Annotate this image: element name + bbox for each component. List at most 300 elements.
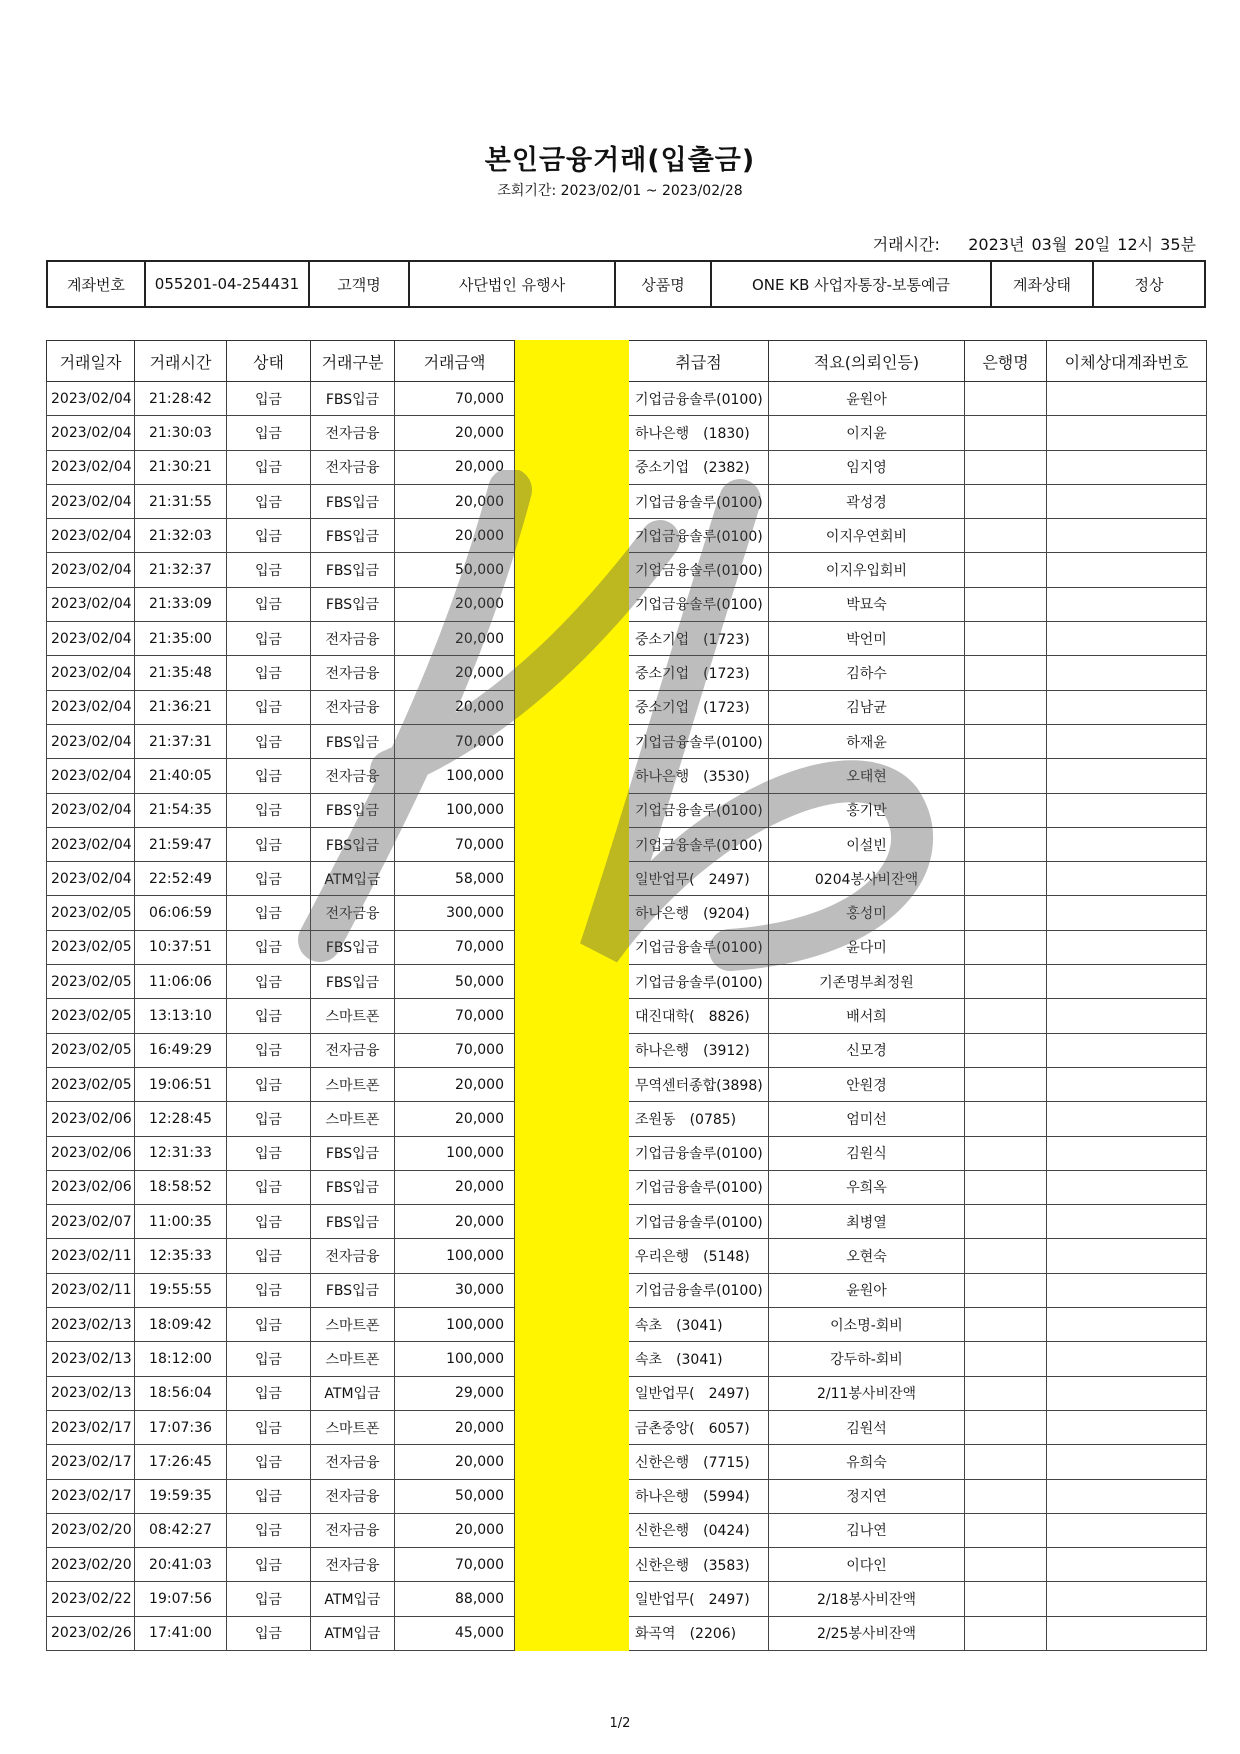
cell-memo: 김나연 [769,1513,965,1547]
redacted-cell [515,827,629,861]
cell-time: 21:30:03 [135,416,227,450]
cell-type: FBS입금 [311,519,395,553]
redacted-cell [515,1445,629,1479]
cell-bank [965,416,1047,450]
cell-branch [629,930,769,964]
cell-memo: 이지윤 [769,416,965,450]
cell-amount: 20,000 [395,416,515,450]
branch-code: (1723) [703,666,750,683]
branch-name: 일반업무( [635,871,695,888]
cell-memo: 2/25봉사비잔액 [769,1616,965,1650]
cell-time: 22:52:49 [135,862,227,896]
cell-branch [629,1582,769,1616]
branch-name: 기업금융솔루(0100) [635,1180,763,1197]
cell-branch [629,519,769,553]
cell-memo: 안원경 [769,1067,965,1101]
cell-type: 전자금융 [311,1445,395,1479]
cell-memo: 김원석 [769,1410,965,1444]
table-row [47,930,1207,964]
cell-type: 전자금융 [311,1239,395,1273]
cell-state: 입금 [227,450,311,484]
branch-code: (3041) [676,1351,723,1368]
cell-time: 17:07:36 [135,1410,227,1444]
query-period: 조회기간: 2023/02/01 ~ 2023/02/28 [497,183,743,199]
transaction-rows [47,382,1207,1651]
cell-date: 2023/02/04 [47,690,135,724]
redacted-cell [515,1582,629,1616]
cell-branch [629,1342,769,1376]
cell-counter-account [1047,724,1207,758]
branch-name: 기업금융솔루(0100) [635,803,763,820]
branch-name: 중소기업 [635,631,690,648]
col-counter-account: 이체상대계좌번호 [1047,341,1207,382]
cell-counter-account [1047,1582,1207,1616]
cell-memo: 2/18봉사비잔액 [769,1582,965,1616]
cell-state: 입금 [227,1273,311,1307]
cell-counter-account [1047,1616,1207,1650]
cell-state: 입금 [227,1582,311,1616]
cell-memo: 신모경 [769,1033,965,1067]
cell-memo: 하재윤 [769,724,965,758]
cell-counter-account [1047,896,1207,930]
cell-type: FBS입금 [311,1205,395,1239]
cell-bank [965,1136,1047,1170]
redacted-cell [515,965,629,999]
transaction-time-value: 2023년 03월 20일 12시 35분 [968,235,1196,254]
cell-type: FBS입금 [311,1136,395,1170]
cell-bank [965,1033,1047,1067]
branch-name: 기업금융솔루(0100) [635,563,763,580]
cell-bank [965,999,1047,1033]
branch-name: 기업금융솔루(0100) [635,734,763,751]
cell-time: 06:06:59 [135,896,227,930]
cell-state: 입금 [227,1342,311,1376]
cell-type: FBS입금 [311,793,395,827]
redacted-cell [515,450,629,484]
transaction-time-label: 거래시간: [872,235,940,254]
table-row [47,1410,1207,1444]
cell-date: 2023/02/22 [47,1582,135,1616]
col-branch: 취급점 [629,341,769,382]
cell-type: ATM입금 [311,1616,395,1650]
cell-state: 입금 [227,1410,311,1444]
cell-type: FBS입금 [311,930,395,964]
redacted-cell [515,1170,629,1204]
cell-amount: 29,000 [395,1376,515,1410]
cell-branch [629,622,769,656]
cell-amount: 20,000 [395,1445,515,1479]
cell-time: 11:00:35 [135,1205,227,1239]
cell-date: 2023/02/17 [47,1479,135,1513]
cell-date: 2023/02/06 [47,1170,135,1204]
cell-date: 2023/02/05 [47,896,135,930]
cell-state: 입금 [227,484,311,518]
table-row [47,1582,1207,1616]
cell-counter-account [1047,1205,1207,1239]
cell-date: 2023/02/04 [47,416,135,450]
table-row [47,1067,1207,1101]
cell-branch [629,1102,769,1136]
cell-branch [629,1205,769,1239]
cell-counter-account [1047,1273,1207,1307]
branch-name: 중소기업 [635,700,690,717]
branch-name: 기업금융솔루(0100) [635,528,763,545]
cell-state: 입금 [227,622,311,656]
table-row [47,553,1207,587]
redacted-cell [515,519,629,553]
table-row [47,1273,1207,1307]
cell-type: FBS입금 [311,724,395,758]
cell-amount: 20,000 [395,450,515,484]
table-row [47,793,1207,827]
cell-amount: 20,000 [395,690,515,724]
col-state: 상태 [227,341,311,382]
cell-state: 입금 [227,1033,311,1067]
branch-name: 하나은행 [635,906,690,923]
redacted-cell [515,587,629,621]
branch-name: 기업금융솔루(0100) [635,974,763,991]
table-row [47,724,1207,758]
cell-type: 전자금융 [311,896,395,930]
cell-branch [629,382,769,416]
branch-name: 화곡역 [635,1626,676,1643]
cell-type: 전자금융 [311,1548,395,1582]
redacted-cell [515,1548,629,1582]
branch-code: 8826) [708,1008,750,1025]
branch-name: 기업금융솔루(0100) [635,1283,763,1300]
redacted-cell [515,1616,629,1650]
col-amount: 거래금액 [395,341,515,382]
cell-date: 2023/02/04 [47,587,135,621]
cell-amount: 300,000 [395,896,515,930]
branch-name: 기업금융솔루(0100) [635,494,763,511]
branch-code: (0785) [689,1111,737,1128]
cell-counter-account [1047,450,1207,484]
cell-bank [965,930,1047,964]
cell-type: FBS입금 [311,587,395,621]
cell-state: 입금 [227,759,311,793]
cell-bank [965,1479,1047,1513]
cell-counter-account [1047,1102,1207,1136]
cell-type: FBS입금 [311,1273,395,1307]
transaction-table [46,340,1207,1651]
cell-type: 전자금융 [311,1033,395,1067]
account-number: 055201-04-254431 [145,261,309,307]
cell-amount: 20,000 [395,519,515,553]
branch-code: (3041) [676,1317,723,1334]
cell-type: 전자금융 [311,759,395,793]
cell-amount: 20,000 [395,622,515,656]
table-header-row [47,341,1207,382]
col-time: 거래시간 [135,341,227,382]
cell-bank [965,1513,1047,1547]
cell-bank [965,1445,1047,1479]
branch-name: 기업금융솔루(0100) [635,940,763,957]
cell-counter-account [1047,793,1207,827]
branch-name: 하나은행 [635,425,690,442]
cell-branch [629,862,769,896]
cell-time: 12:28:45 [135,1102,227,1136]
cell-bank [965,519,1047,553]
redacted-cell [515,553,629,587]
customer-name: 사단법인 유행사 [409,261,615,307]
cell-type: ATM입금 [311,1582,395,1616]
cell-time: 21:31:55 [135,484,227,518]
cell-counter-account [1047,1308,1207,1342]
cell-memo: 이설빈 [769,827,965,861]
branch-name: 일반업무( [635,1592,695,1609]
table-row [47,759,1207,793]
table-row [47,690,1207,724]
cell-bank [965,793,1047,827]
col-memo: 적요(의뢰인등) [769,341,965,382]
redacted-cell [515,656,629,690]
cell-amount: 70,000 [395,827,515,861]
cell-bank [965,1376,1047,1410]
table-row [47,1445,1207,1479]
cell-state: 입금 [227,793,311,827]
cell-date: 2023/02/04 [47,450,135,484]
cell-date: 2023/02/20 [47,1513,135,1547]
cell-memo: 윤다미 [769,930,965,964]
cell-type: FBS입금 [311,484,395,518]
branch-code: (5148) [703,1249,750,1266]
branch-code: (7715) [703,1454,750,1471]
branch-code: (3530) [703,768,750,785]
redacted-cell [515,1273,629,1307]
cell-type: FBS입금 [311,553,395,587]
cell-memo: 이지우입회비 [769,553,965,587]
cell-type: ATM입금 [311,862,395,896]
cell-memo: 홍성미 [769,896,965,930]
redacted-cell [515,484,629,518]
branch-name: 기업금융솔루(0100) [635,837,763,854]
cell-date: 2023/02/20 [47,1548,135,1582]
cell-time: 21:59:47 [135,827,227,861]
cell-amount: 70,000 [395,724,515,758]
cell-bank [965,690,1047,724]
cell-bank [965,965,1047,999]
cell-memo: 최병열 [769,1205,965,1239]
cell-memo: 0204봉사비잔액 [769,862,965,896]
cell-bank [965,1239,1047,1273]
cell-state: 입금 [227,587,311,621]
cell-state: 입금 [227,1239,311,1273]
cell-date: 2023/02/13 [47,1376,135,1410]
redacted-cell [515,1308,629,1342]
cell-counter-account [1047,416,1207,450]
cell-amount: 58,000 [395,862,515,896]
table-row [47,827,1207,861]
cell-branch [629,587,769,621]
cell-state: 입금 [227,965,311,999]
redacted-cell [515,1513,629,1547]
branch-name: 조원동 [635,1111,676,1128]
cell-amount: 20,000 [395,484,515,518]
cell-memo: 박언미 [769,622,965,656]
cell-memo: 기존명부최정원 [769,965,965,999]
cell-date: 2023/02/05 [47,965,135,999]
redacted-cell [515,896,629,930]
cell-bank [965,759,1047,793]
branch-name: 하나은행 [635,768,690,785]
table-row [47,1513,1207,1547]
cell-memo: 이다인 [769,1548,965,1582]
page-number: 1/2 [609,1716,631,1731]
cell-branch [629,1616,769,1650]
cell-branch [629,896,769,930]
cell-bank [965,724,1047,758]
cell-amount: 70,000 [395,930,515,964]
cell-bank [965,622,1047,656]
cell-counter-account [1047,553,1207,587]
cell-branch [629,999,769,1033]
cell-time: 16:49:29 [135,1033,227,1067]
cell-time: 11:06:06 [135,965,227,999]
table-row [47,1239,1207,1273]
table-row [47,1102,1207,1136]
cell-branch [629,1136,769,1170]
cell-counter-account [1047,930,1207,964]
cell-amount: 70,000 [395,1548,515,1582]
cell-branch [629,1479,769,1513]
branch-code: (2206) [689,1626,737,1643]
cell-date: 2023/02/04 [47,862,135,896]
cell-counter-account [1047,1239,1207,1273]
cell-bank [965,553,1047,587]
cell-counter-account [1047,999,1207,1033]
cell-date: 2023/02/11 [47,1239,135,1273]
cell-time: 21:37:31 [135,724,227,758]
table-row [47,1308,1207,1342]
redacted-cell [515,862,629,896]
cell-type: FBS입금 [311,382,395,416]
branch-code: (3583) [703,1557,750,1574]
document-title: 본인금융거래(입출금) [484,145,756,176]
transaction-time [873,232,1196,255]
cell-time: 17:26:45 [135,1445,227,1479]
cell-state: 입금 [227,999,311,1033]
cell-counter-account [1047,965,1207,999]
cell-date: 2023/02/06 [47,1136,135,1170]
table-row [47,450,1207,484]
redacted-cell [515,1205,629,1239]
cell-counter-account [1047,382,1207,416]
account-number-label: 계좌번호 [47,261,145,307]
cell-time: 12:35:33 [135,1239,227,1273]
branch-code: (1723) [703,700,750,717]
cell-state: 입금 [227,1308,311,1342]
cell-state: 입금 [227,1136,311,1170]
cell-date: 2023/02/05 [47,1067,135,1101]
cell-amount: 30,000 [395,1273,515,1307]
account-status-label: 계좌상태 [991,261,1093,307]
cell-time: 19:06:51 [135,1067,227,1101]
cell-branch [629,1308,769,1342]
cell-branch [629,656,769,690]
cell-counter-account [1047,862,1207,896]
cell-memo: 이지우연회비 [769,519,965,553]
cell-bank [965,1548,1047,1582]
cell-counter-account [1047,1342,1207,1376]
table-row [47,1342,1207,1376]
cell-date: 2023/02/26 [47,1616,135,1650]
cell-state: 입금 [227,930,311,964]
col-type: 거래구분 [311,341,395,382]
table-row [47,1170,1207,1204]
cell-memo: 김남균 [769,690,965,724]
branch-code: (0424) [703,1523,750,1540]
cell-counter-account [1047,1445,1207,1479]
cell-state: 입금 [227,1513,311,1547]
cell-amount: 100,000 [395,1342,515,1376]
cell-amount: 20,000 [395,1205,515,1239]
cell-branch [629,1513,769,1547]
cell-amount: 20,000 [395,1102,515,1136]
cell-branch [629,724,769,758]
cell-branch [629,1445,769,1479]
branch-name: 우리은행 [635,1249,690,1266]
cell-memo: 유희숙 [769,1445,965,1479]
cell-bank [965,1582,1047,1616]
redacted-cell [515,622,629,656]
cell-type: FBS입금 [311,965,395,999]
cell-amount: 20,000 [395,1170,515,1204]
cell-date: 2023/02/11 [47,1273,135,1307]
cell-memo: 오태현 [769,759,965,793]
table-row [47,382,1207,416]
table-row [47,1479,1207,1513]
redacted-cell [515,1410,629,1444]
cell-type: FBS입금 [311,827,395,861]
cell-amount: 50,000 [395,1479,515,1513]
cell-memo: 윤원아 [769,1273,965,1307]
cell-memo: 곽성경 [769,484,965,518]
branch-name: 하나은행 [635,1489,690,1506]
product-name-label: 상품명 [615,261,711,307]
cell-memo: 김원식 [769,1136,965,1170]
cell-branch [629,1033,769,1067]
cell-bank [965,1170,1047,1204]
cell-amount: 20,000 [395,1513,515,1547]
cell-time: 17:41:00 [135,1616,227,1650]
cell-time: 19:07:56 [135,1582,227,1616]
cell-date: 2023/02/05 [47,999,135,1033]
cell-branch [629,553,769,587]
cell-type: 스마트폰 [311,1342,395,1376]
cell-state: 입금 [227,1102,311,1136]
branch-code: (3912) [703,1043,750,1060]
cell-state: 입금 [227,896,311,930]
redacted-cell [515,1479,629,1513]
branch-name: 신한은행 [635,1454,690,1471]
cell-counter-account [1047,519,1207,553]
cell-branch [629,1376,769,1410]
cell-date: 2023/02/04 [47,656,135,690]
cell-branch [629,1273,769,1307]
redacted-cell [515,1239,629,1273]
cell-amount: 50,000 [395,553,515,587]
cell-branch [629,965,769,999]
cell-bank [965,484,1047,518]
cell-branch [629,793,769,827]
cell-type: 전자금융 [311,656,395,690]
cell-date: 2023/02/04 [47,519,135,553]
cell-time: 10:37:51 [135,930,227,964]
cell-amount: 20,000 [395,587,515,621]
cell-date: 2023/02/13 [47,1342,135,1376]
cell-time: 21:35:00 [135,622,227,656]
